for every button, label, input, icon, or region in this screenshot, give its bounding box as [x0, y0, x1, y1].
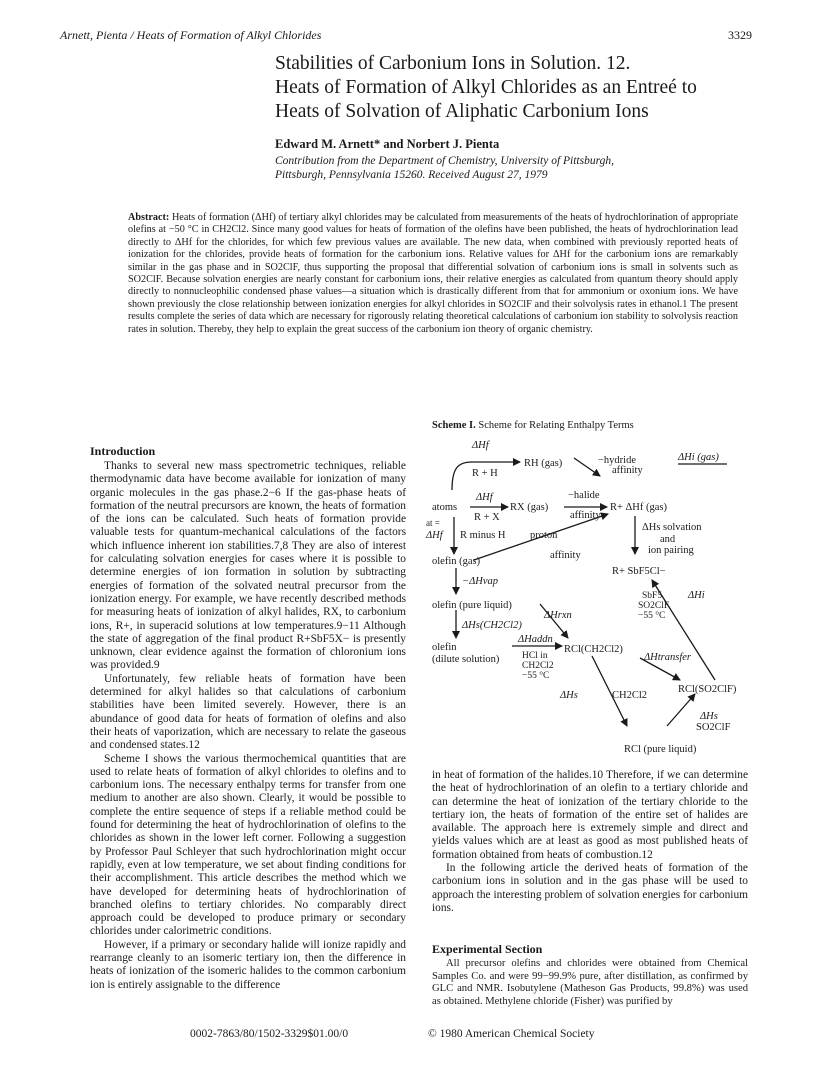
label-ch2cl2-b: CH2Cl2: [612, 690, 648, 701]
label-olefin-gas: olefin (gas): [432, 556, 481, 567]
label-rcl-ch2cl2: RCl(CH2Cl2): [564, 644, 623, 655]
left-column: [90, 460, 406, 992]
label-dhf-left: ΔHf: [426, 530, 443, 541]
scheme-caption-label: Scheme I.: [432, 420, 476, 431]
label-sbf5: SbF5: [642, 591, 663, 601]
label-minus55-a: −55 °C: [638, 611, 666, 621]
label-r-plus-h: R + H: [472, 468, 498, 479]
label-ion-pairing: ion pairing: [648, 545, 694, 556]
label-so2clf-a: SO2ClF: [638, 601, 670, 611]
label-dhf-top: ΔHf: [472, 440, 489, 451]
label-olefin: olefin: [432, 642, 457, 653]
affiliation-line-1: Contribution from the Department of Chemistry, University of Pittsburgh,: [275, 155, 615, 167]
title-line-1: Stabilities of Carbonium Ions in Solution. 12.: [275, 53, 631, 74]
intro-paragraph-3: Scheme I shows the various thermochemical quantities that are used to relate heats of formation of alkyl chlorides to olefins and to carbonium ions. The necessary enthalpy terms for transfer from one medium to another are also shown. Clearly, it would be possible to complete the entire sequence of steps if a reliable method could be found for determining the heat of hydrochlorination of olefins to the chlorides as shown in the lower left corner. Following a suggestion by Professor Paul Schleyer that such hydrochlorination might occur rapidly, even at low temperature, we set about finding conditions for their accomplishment. This article describes the method which we have developed for determining heats of hydrochlorination of branched olefins to tertiary chlorides. No comparably direct approach could be developed to produce primary or secondary chlorides under calorimetric conditions.: [90, 752, 406, 938]
label-hydride: −hydride: [598, 455, 636, 466]
label-r-plus-x: R + X: [474, 512, 500, 523]
label-dhrxn: ΔHrxn: [544, 610, 572, 621]
affiliation: [275, 154, 755, 182]
label-dhi: ΔHi: [688, 590, 705, 601]
label-carbonium-gas: R+ ΔHf (gas): [610, 502, 667, 513]
footer-copyright: © 1980 American Chemical Society: [428, 1028, 595, 1040]
footer-code: 0002-7863/80/1502-3329$01.00/0: [190, 1028, 349, 1040]
scheme-diagram: [412, 432, 772, 762]
label-dhs-ch2cl2: ΔHs(CH2Cl2): [462, 620, 522, 631]
label-affinity-1: affinity: [612, 465, 643, 476]
label-rh-gas: RH (gas): [524, 458, 563, 469]
label-affinity-3: affinity: [550, 550, 581, 561]
introduction-heading: Introduction: [90, 444, 156, 458]
abstract-text: Heats of formation (ΔHf) of tertiary alkyl chlorides may be calculated from measurements of the heats of hydrochlorination of appropriate olefins at −50 °C in CH2Cl2. Since many good values for heats of formation of the olefins have been published, the heats of hydrochlorination lead directly to ΔHf for the chlorides, for which few previous values are available. The new data, when combined with previously reported heats of ionization for the chlorides, provide heats of formation for the carbonium ions. Relative values for ΔHf for the carbonium ions are remarkably similar in the gas phase and in SO2ClF, thus supporting the proposal that differential solvation of carbonium ions is small in solvents such as SO2ClF. Because solvation energies are nearly constant for carbonium ions, their relative energies as calculated from quantum theory should apply directly to nonnucleophilic condensed phase values—a situation which is drastically different from that for ammonium or oxonium ions. We have shown previously the close relationship between ionization energies for alkyl chlorides in SO2ClF and their solvolysis rates in ethanol.1 The present results complete the series of data which are necessary for rigorously relating theoretical calculations of carbonium ion stability to solvolysis reaction rates in solution. Thereby, they help to explain the great success of the carbonium ion theory of organic chemistry.: [128, 212, 738, 335]
label-affinity-2: affinity: [570, 510, 601, 521]
intro-paragraph-1: Thanks to several new mass spectrometric techniques, reliable thermodynamic data have become available for ionization of many organic molecules in the gas phase.2−6 If the gas-phase heats of formation of the neutral precursors are known, the heats of formation of the ions can be calculated. Such heats of formation provide valuable tests for quantum-mechanical calculations of the factors which influence inherent ion stabilities.7,8 They are also of interest for calculating solvation energies for cases where it is possible to determine energies of ion formation in solution by subtracting energies of formation of the solvated neutral precursor from the ionization energy. For example, we have recently described methods for measuring heats of ionization of alkyl halides, RX, to carbonium ions, R+, in superacid solutions at low temperatures.9−11 Although the state of aggregation of the final product R+SbF5X− is presently unknown, clear evidence against the formation of chloronium ions was provided.9: [90, 460, 406, 672]
label-minus55-b: −55 °C: [522, 671, 550, 681]
title-line-2: Heats of Formation of Alkyl Chlorides as an Entreé to: [275, 77, 697, 98]
label-halide: −halide: [568, 490, 600, 501]
label-so2clf-b: SO2ClF: [696, 722, 731, 733]
label-and: and: [660, 534, 676, 545]
affiliation-line-2: Pittsburgh, Pennsylvania 15260. Received August 27, 1979: [275, 169, 548, 181]
label-rcl-liquid: RCl (pure liquid): [624, 744, 697, 755]
experimental-paragraph-1: All precursor olefins and chlorides were obtained from Chemical Samples Co. and were 99−99.9% pure, after distillation, as confirmed by GLC and NMR. Isobutylene (Matheson Gas Products, 99.8%) was used as obtained. Methylene chloride (Fisher) was purified by: [432, 958, 748, 1007]
article-title: [275, 52, 755, 124]
label-dhi-gas: ΔHi (gas): [678, 452, 719, 463]
label-hcl-in: HCl in: [522, 651, 548, 661]
label-ch2cl2-a: CH2Cl2: [522, 661, 554, 671]
experimental-section: [432, 958, 748, 1008]
authors: Edward M. Arnett* and Norbert J. Pienta: [275, 137, 500, 151]
label-minus-dhvap: −ΔHvap: [462, 576, 498, 587]
continued-paragraph-2: In the following article the derived heats of formation of the carbonium ions in solution and in the gas phase will be used to approach the interesting problem of solvation energies for carbonium ions.: [432, 862, 748, 914]
abstract: [128, 212, 738, 336]
intro-paragraph-4: However, if a primary or secondary halide will ionize rapidly and rearrange cleanly to an isomeric tertiary ion, then the difference in heats of ionization of the isomeric halides to the common carbonium ion is entirely assignable to the difference: [90, 938, 406, 991]
experimental-heading: Experimental Section: [432, 942, 543, 956]
label-carbonium-salt: R+ SbF5Cl−: [612, 566, 666, 577]
label-dhaddn: ΔHaddn: [518, 634, 553, 645]
scheme-caption: [432, 420, 634, 431]
scheme-caption-text: Scheme for Relating Enthalpy Terms: [478, 420, 634, 431]
label-olefin-liquid: olefin (pure liquid): [432, 600, 512, 611]
label-rx-gas: RX (gas): [510, 502, 549, 513]
label-r-minus-h: R minus H: [460, 530, 506, 541]
arrow-liquid-to-so2clf: [667, 694, 695, 726]
label-dilute-solution: (dilute solution): [432, 654, 500, 665]
right-column: [432, 769, 748, 915]
label-dhs-b: ΔHs: [560, 690, 578, 701]
label-rcl-so2clf: RCl(SO2ClF): [678, 684, 737, 695]
label-dhs-solvation: ΔHs solvation: [642, 522, 702, 533]
label-dhs-c: ΔHs: [700, 711, 718, 722]
title-line-3: Heats of Solvation of Aliphatic Carbonium Ions: [275, 101, 649, 122]
arrow-rh-to-carbonium: [574, 458, 600, 476]
label-proton: proton: [530, 530, 558, 541]
label-dhtransfer: ΔHtransfer: [644, 652, 691, 663]
continued-paragraph-1: in heat of formation of the halides.10 Therefore, if we can determine the heat of hydrochlorination of an olefin to a tertiary chloride and can determine the heat of ionization of the tertiary chloride to the tertiary ion, the heats of formation of the entire set of halides are available. The approach here is extremely simple and direct and yields values which are at least as good as most published heats of formation obtained from heats of combustion.12: [432, 769, 748, 861]
intro-paragraph-2: Unfortunately, few reliable heats of formation have been determined for alkyl halides so that calculations of carbonium stabilities have been limited severely. However, there is an abundance of good data for heats of formation of olefins and also their heats of vaporization, which are necessary to relate the gaseous and condensed states.12: [90, 672, 406, 752]
running-title: Arnett, Pienta / Heats of Formation of Alkyl Chlorides: [60, 28, 322, 42]
label-atoms: atoms: [432, 502, 458, 513]
label-dhf-mid: ΔHf: [476, 492, 493, 503]
page-number: 3329: [728, 28, 752, 42]
abstract-label: Abstract:: [128, 212, 170, 223]
label-at-eq: at =: [426, 518, 440, 528]
